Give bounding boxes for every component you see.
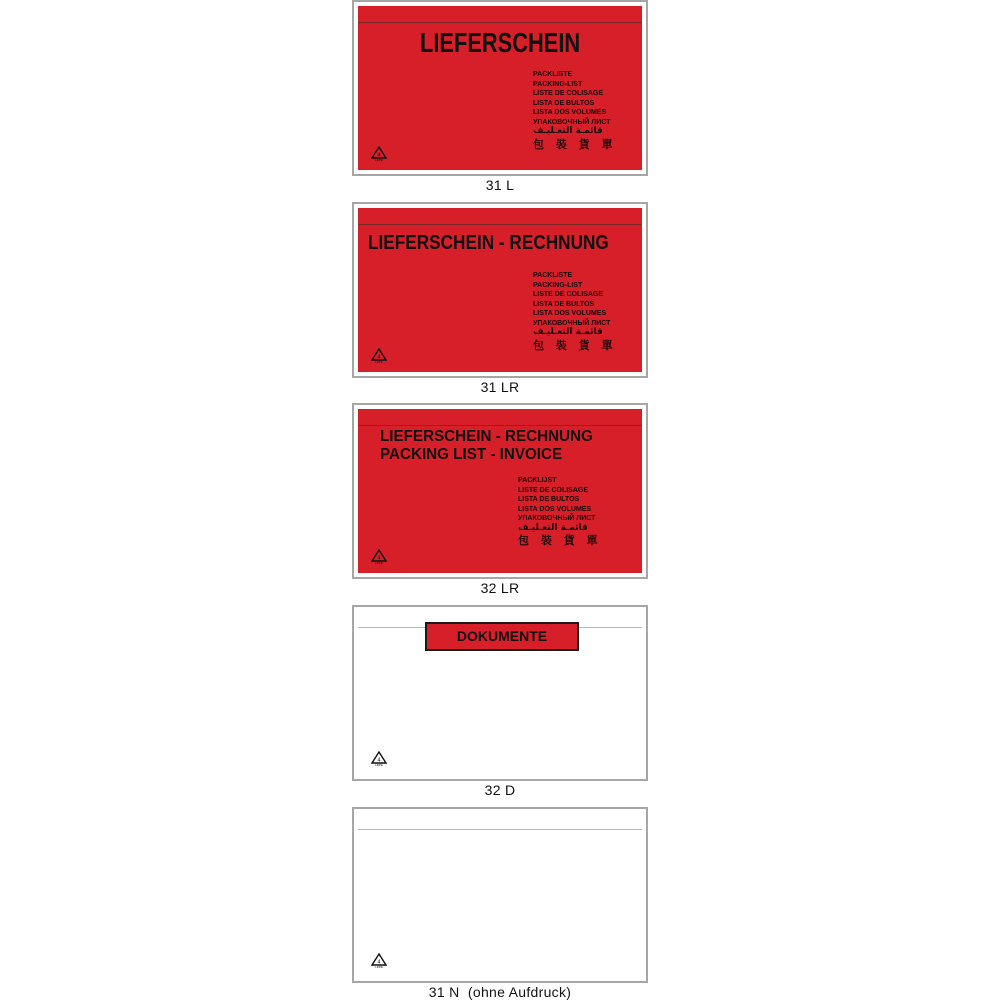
multilingual-list bbox=[533, 70, 617, 151]
language-label: LISTA DOS VOLUMES bbox=[533, 310, 607, 317]
language-label: УПАКОВОЧНЫЙ ЛИСТ bbox=[533, 118, 611, 126]
recycle-icon bbox=[371, 146, 387, 164]
language-label: LISTA DE BULTOS bbox=[518, 496, 580, 503]
recycle-label: LDPE bbox=[375, 561, 383, 565]
product-caption: 32 D bbox=[484, 782, 516, 798]
recycle-label: LDPE bbox=[375, 158, 383, 162]
language-label: PACKING-LIST bbox=[533, 281, 583, 289]
language-label: PACKLISTE bbox=[533, 272, 573, 279]
envelope-frame bbox=[352, 202, 648, 378]
flap-line bbox=[358, 425, 642, 426]
red-print-panel bbox=[358, 208, 642, 372]
language-label: قائمـة التعـليـف bbox=[533, 327, 603, 337]
language-label: LISTE DE COLISAGE bbox=[518, 486, 589, 494]
envelope-subtitle: PACKING LIST - INVOICE bbox=[380, 446, 563, 463]
language-label: LISTA DOS VOLUMES bbox=[533, 109, 607, 116]
recycle-icon bbox=[371, 751, 387, 769]
envelope-frame bbox=[352, 0, 648, 176]
recycle-icon bbox=[371, 549, 387, 567]
envelope-title: LIEFERSCHEIN bbox=[420, 27, 581, 58]
red-print-panel bbox=[358, 409, 642, 573]
envelope-31-l bbox=[352, 0, 648, 193]
language-label: LISTE DE COLISAGE bbox=[533, 90, 604, 97]
product-caption: 31 N (ohne Aufdruck) bbox=[428, 984, 572, 1000]
language-label: УПАКОВОЧНЫЙ ЛИСТ bbox=[518, 515, 596, 522]
envelope-32-d bbox=[352, 605, 648, 798]
clear-panel bbox=[358, 813, 642, 977]
product-caption: 31 L bbox=[485, 177, 515, 193]
language-label: LISTA DOS VOLUMES bbox=[518, 505, 592, 513]
envelope-frame bbox=[352, 605, 648, 781]
recycle-label: LDPE bbox=[375, 360, 383, 364]
svg-text:4: 4 bbox=[377, 152, 381, 159]
language-label: PACKLIJST bbox=[518, 477, 557, 484]
red-print-panel bbox=[358, 6, 642, 170]
svg-text:4: 4 bbox=[377, 757, 381, 764]
svg-text:4: 4 bbox=[377, 959, 381, 966]
product-caption: 31 LR bbox=[480, 379, 520, 395]
recycle-label: LDPE bbox=[375, 965, 383, 969]
language-label: 包 裝 貨 單 bbox=[533, 137, 617, 151]
recycle-icon bbox=[371, 348, 387, 366]
language-label: قائمـة التعـليـف bbox=[518, 522, 588, 533]
language-label: 包 裝 貨 單 bbox=[533, 338, 617, 352]
language-label: УПАКОВОЧНЫЙ ЛИСТ bbox=[533, 319, 611, 327]
envelope-31-lr bbox=[352, 202, 648, 395]
envelope-title: LIEFERSCHEIN - RECHNUNG bbox=[368, 232, 609, 254]
language-label: PACKING-LIST bbox=[533, 80, 583, 88]
envelope-32-lr bbox=[352, 403, 648, 596]
dokumente-label: DOKUMENTE bbox=[425, 622, 579, 651]
language-label: LISTA DE BULTOS bbox=[533, 300, 595, 308]
flap-line bbox=[358, 22, 642, 23]
recycle-icon bbox=[371, 953, 387, 971]
recycle-label: LDPE bbox=[375, 763, 383, 767]
multilingual-list bbox=[518, 476, 602, 547]
product-caption: 32 LR bbox=[480, 580, 520, 596]
language-label: 包 裝 貨 單 bbox=[518, 534, 602, 547]
flap-line bbox=[358, 829, 642, 830]
language-label: قائمـة التعـليـف bbox=[533, 126, 603, 136]
svg-text:4: 4 bbox=[377, 354, 381, 361]
language-label: LISTE DE COLISAGE bbox=[533, 291, 604, 298]
envelope-31-n bbox=[352, 807, 648, 1000]
clear-panel bbox=[358, 611, 642, 775]
svg-text:4: 4 bbox=[377, 555, 381, 562]
envelope-frame bbox=[352, 403, 648, 579]
envelope-title: LIEFERSCHEIN - RECHNUNG bbox=[380, 428, 593, 445]
language-label: PACKLISTE bbox=[533, 71, 573, 78]
envelope-frame bbox=[352, 807, 648, 983]
language-label: LISTA DE BULTOS bbox=[533, 99, 595, 107]
flap-line bbox=[358, 224, 642, 225]
multilingual-list bbox=[533, 271, 617, 352]
